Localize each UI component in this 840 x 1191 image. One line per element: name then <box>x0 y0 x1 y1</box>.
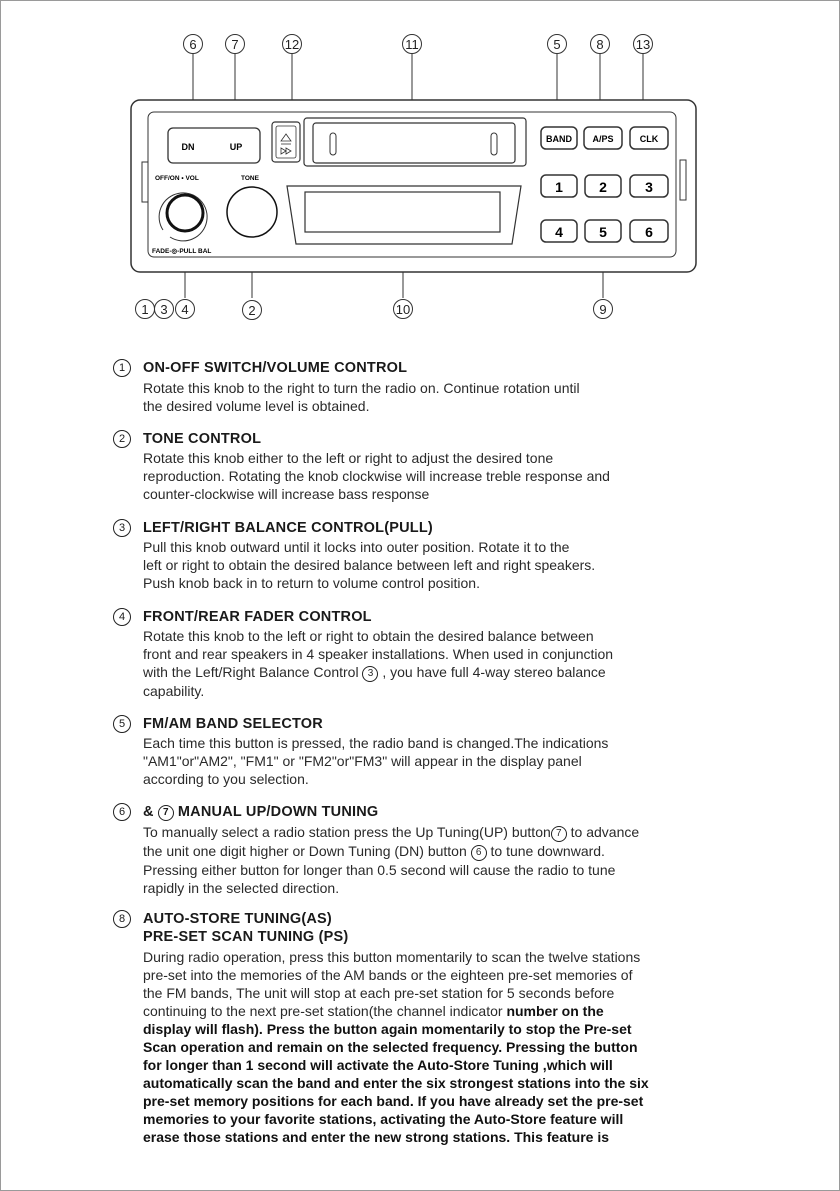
preset-button-1[interactable] <box>541 175 577 197</box>
svg-text:6: 6 <box>645 224 653 240</box>
callout-11 <box>403 35 422 54</box>
bottom-callouts <box>136 300 613 320</box>
top-callouts <box>184 35 653 54</box>
radio-front-panel-diagram <box>0 0 840 340</box>
section-number: 1 <box>113 359 131 377</box>
svg-text:4: 4 <box>181 302 189 317</box>
callout-7 <box>226 35 245 54</box>
svg-text:10: 10 <box>395 302 411 317</box>
tone-knob[interactable] <box>227 187 277 237</box>
svg-text:A/PS: A/PS <box>592 134 614 144</box>
section-number: 4 <box>113 608 131 626</box>
svg-text:1: 1 <box>555 179 563 195</box>
svg-text:13: 13 <box>635 37 651 52</box>
callout-8 <box>591 35 610 54</box>
section-body: Rotate this knob to the left or right to obtain the desired balance between front and rear speakers in 4 speaker installations. When used in conjunction with the Left/Right Balance Control 3 , you have full 4-way stereo balance capability. <box>143 628 614 699</box>
section-title: & 7 MANUAL UP/DOWN TUNING <box>143 804 379 820</box>
svg-text:9: 9 <box>599 302 607 317</box>
preset-button-4[interactable] <box>541 220 577 242</box>
band-button[interactable] <box>541 127 577 149</box>
section-title: LEFT/RIGHT BALANCE CONTROL(PULL) <box>143 520 433 536</box>
section-number: 2 <box>113 430 131 448</box>
section-title: ON-OFF SWITCH/VOLUME CONTROL <box>143 360 408 376</box>
callout-4 <box>176 300 195 319</box>
section-title: FRONT/REAR FADER CONTROL <box>143 609 372 625</box>
callout-9 <box>594 300 613 319</box>
section-ref-6: 6 <box>471 845 487 861</box>
section-body: Pull this knob outward until it locks into outer position. Rotate it to the left or right to obtain the desired balance between left and right speakers. Push knob back in to return to volume control position. <box>143 539 596 591</box>
section-number: 6 <box>113 803 131 821</box>
svg-text:4: 4 <box>555 224 563 240</box>
section-ref-7: 7 <box>551 826 567 842</box>
section-body: Each time this button is pressed, the radio band is changed.The indications "AM1"or"AM2", "FM1" or "FM2"or"FM3" will appear in the display panel according to you selection. <box>143 735 609 787</box>
display-panel <box>287 186 521 244</box>
svg-text:12: 12 <box>284 37 300 52</box>
section-number: 8 <box>113 910 131 928</box>
svg-text:BAND: BAND <box>546 134 572 144</box>
svg-text:2: 2 <box>248 303 256 318</box>
callout-12 <box>283 35 302 54</box>
preset-button-2[interactable] <box>585 175 621 197</box>
svg-text:3: 3 <box>645 179 653 195</box>
preset-button-5[interactable] <box>585 220 621 242</box>
svg-text:1: 1 <box>141 302 149 317</box>
callout-10 <box>394 300 413 319</box>
svg-text:CLK: CLK <box>639 134 659 144</box>
preset-button-3[interactable] <box>630 175 668 197</box>
section-body: During radio operation, press this button momentarily to scan the twelve stations pre-set into the memories of the AM bands or the eighteen pre-set memories of the FM bands, The unit will stop at each pre-set station for 5 seconds before continuing to the next pre-set station(the channel indicator number on the display will flash). Press the button again momentarily to stop the Pre-set Scan operation and remain on the selected frequency. Pressing the button for longer than 1 second will activate the Auto-Store Tuning ,which will automatically scan the band and enter the six strongest stations into the six pre-set memory positions for each band. If you have already set the pre-set memories to your favorite stations, activating the Auto-Store feature will erase those stations and enter the new strong stations. This feature is <box>143 949 649 1145</box>
section-number: 5 <box>113 715 131 733</box>
fade-pull-bal-label: FADE-◎-PULL BAL <box>152 248 212 255</box>
auto-preset-scan-button[interactable] <box>584 127 622 149</box>
svg-text:UP: UP <box>229 142 243 152</box>
section-ref-7: 7 <box>158 805 174 821</box>
callout-13 <box>634 35 653 54</box>
section-body: To manually select a radio station press the Up Tuning(UP) button 7 to advance the unit one digit higher or Down Tuning (DN) button 6 to tune downward. Pressing either button for longer than 0.5 second will cause the radio to tune rapidly in the selected direction. <box>143 824 640 896</box>
svg-text:2: 2 <box>599 179 607 195</box>
svg-text:3: 3 <box>160 302 168 317</box>
svg-text:DN: DN <box>181 142 195 152</box>
section-body: Rotate this knob to the right to turn the radio on. Continue rotation until the desired volume level is obtained. <box>143 380 580 414</box>
callout-1 <box>136 300 155 319</box>
callout-3 <box>155 300 174 319</box>
off-on-vol-label: OFF/ON • VOL <box>155 175 199 182</box>
svg-text:5: 5 <box>553 37 561 52</box>
preset-button-6[interactable] <box>630 220 668 242</box>
callout-6 <box>184 35 203 54</box>
dn-button[interactable] <box>182 142 195 152</box>
svg-text:6: 6 <box>189 37 197 52</box>
section-number: 3 <box>113 519 131 537</box>
cassette-door <box>304 118 526 166</box>
section-ref-3: 3 <box>362 666 378 682</box>
callout-2 <box>243 301 262 320</box>
section-body: Rotate this knob either to the left or right to adjust the desired tone reproduction. Rotating the knob clockwise will increase treble response and counter-clockwise will increase bass response <box>143 450 610 502</box>
svg-text:8: 8 <box>596 37 604 52</box>
section-subtitle: PRE-SET SCAN TUNING (PS) <box>143 929 349 945</box>
clock-button[interactable] <box>630 127 668 149</box>
callout-5 <box>548 35 567 54</box>
section-title: AUTO-STORE TUNING(AS) <box>143 911 332 927</box>
up-button[interactable] <box>230 142 243 152</box>
section-title: FM/AM BAND SELECTOR <box>143 716 323 732</box>
svg-text:11: 11 <box>405 37 419 52</box>
svg-text:5: 5 <box>599 224 607 240</box>
tone-label: TONE <box>241 175 259 182</box>
eject-button[interactable] <box>272 122 300 162</box>
section-title: TONE CONTROL <box>143 431 262 447</box>
svg-text:7: 7 <box>231 37 239 52</box>
